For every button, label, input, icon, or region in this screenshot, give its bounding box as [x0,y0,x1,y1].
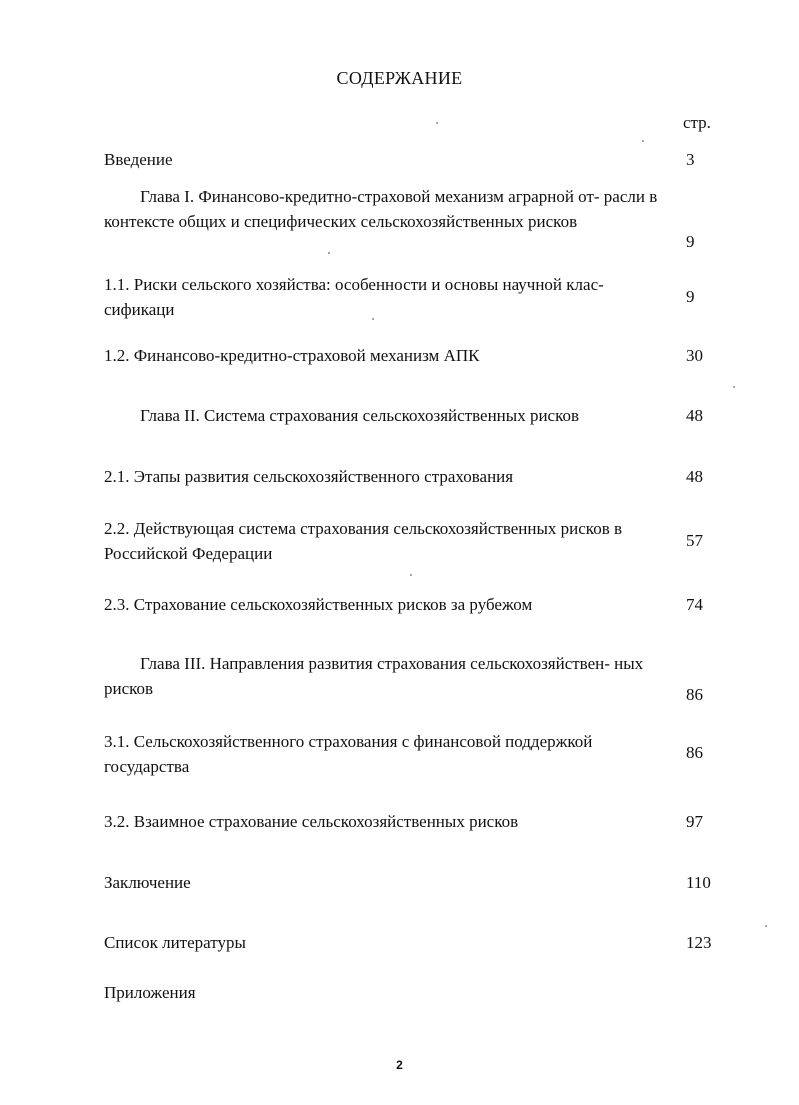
scan-speck [410,574,412,576]
toc-page-3-1: 86 [686,743,703,762]
toc-page-bibliography: 123 [686,933,712,952]
page-column-header: стр. [683,113,711,132]
toc-entry-bibliography: Список литературы [104,933,246,952]
scan-speck [733,386,735,388]
toc-page-1-2: 30 [686,346,703,365]
scan-speck [642,140,644,142]
toc-page-3-2: 97 [686,812,703,831]
toc-entry-chapter-1-text: Глава I. Финансово-кредитно-страховой механизм аграрной от- расли в контексте общих и специфических сельскохозяйственных рисков [104,187,658,231]
toc-entry-2-2: 2.2. Действующая система страхования сельскохозяйственных рисков в Российской Федерации [104,519,623,563]
toc-entry-chapter-2: Глава II. Система страхования сельскохозяйственных рисков [140,406,580,425]
toc-entry-1-1: 1.1. Риски сельского хозяйства: особенности и основы научной клас- сификаци [104,275,604,319]
scan-speck [765,925,767,927]
scan-speck [436,122,438,124]
toc-entry-appendices: Приложения [104,983,196,1002]
toc-entry-2-1: 2.1. Этапы развития сельскохозяйственного страхования [104,467,514,486]
toc-entry-3-1: 3.1. Сельскохозяйственного страхования с финансовой поддержкой государства [104,732,593,776]
toc-entry-introduction: Введение [104,150,173,169]
toc-entry-conclusion: Заключение [104,873,191,892]
toc-page-1-1: 9 [686,287,695,306]
scan-speck [372,318,374,320]
toc-entry-3-2: 3.2. Взаимное страхование сельскохозяйственных рисков [104,812,519,831]
document-title: СОДЕРЖАНИЕ [336,68,463,88]
toc-page-chapter-1: 9 [686,232,695,251]
toc-page-chapter-2: 48 [686,406,703,425]
toc-page-2-2: 57 [686,531,703,550]
toc-entry-chapter-3: Глава III. Направления развития страхования сельскохозяйствен- ных рисков [104,654,644,698]
toc-page-2-3: 74 [686,595,703,614]
toc-page-conclusion: 110 [686,873,711,892]
toc-entry-chapter-1 [104,184,664,234]
toc-page-2-1: 48 [686,467,703,486]
scan-speck [328,252,330,254]
toc-page-introduction: 3 [686,150,695,169]
footer-page-number: 2 [396,1058,403,1072]
toc-page-chapter-3: 86 [686,685,703,704]
toc-entry-1-2: 1.2. Финансово-кредитно-страховой механизм АПК [104,346,480,365]
toc-entry-2-3: 2.3. Страхование сельскохозяйственных рисков за рубежом [104,595,533,614]
